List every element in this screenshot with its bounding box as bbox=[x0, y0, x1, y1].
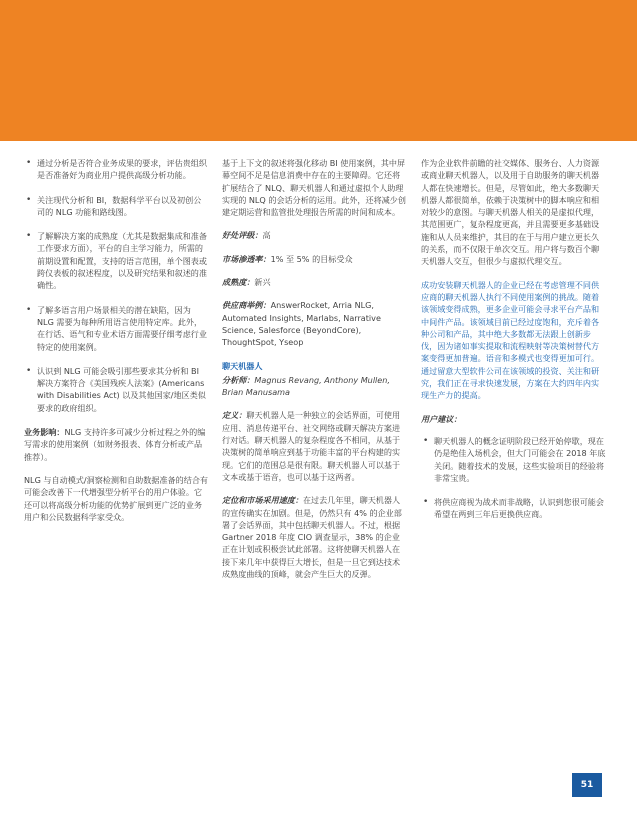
vendors-label: 供应商举例： bbox=[222, 300, 271, 311]
column-1 bbox=[24, 157, 208, 534]
page-number-badge bbox=[572, 773, 602, 797]
list-item: • 了解解决方案的成熟度（尤其是数据集成和准备工作要求方面），平台的自主学习能力，所需的前期设置和配置，支持的语言范围，单个图表或跨仪表板的叙述程度，以及研究结果和叙述的准确性。 bbox=[24, 230, 208, 291]
business-impact-paragraph bbox=[24, 426, 208, 463]
benefit-value: 高 bbox=[262, 230, 271, 241]
list-item: • 通过分析是否符合业务成果的要求，评估贵组织是否准备好为商业用户提供高级分析功能。 bbox=[24, 157, 208, 182]
position-text: 在过去几年里，聊天机器人的宣传确实在加剧。但是，仍然只有 4% 的企业部署了会话界面，其中包括聊天机器人。不过，根据 Gartner 2018 年度 CIO 调查显示，38% 的企业正在计划或积极尝试此部署。这将使聊天机器人在接下来几年中获得巨大增长，但是一旦它到达技术成熟度曲线的顶峰，就会产生巨大的反弹。 bbox=[222, 495, 402, 580]
section-title: 聊天机器人 bbox=[222, 360, 263, 371]
chatbot-overview-paragraph: 作为企业软件前瞻的社交媒体、服务台、人力资源或商业聊天机器人，以及用于自助服务的聊天机器人都在快速增长。但是，尽管如此，绝大多数聊天机器人都很简单，依赖于决策树中的脚本响应和相对较少的意图。与聊天机器人相关的是虚拟代理，其范围更广，复杂程度更高，并且需要更多基础设施和从人员来维护，其目的在于与用户建立更长久的关系，而不仅限于单次交互。用户将与数百个聊天机器人交互，但很少与虚拟代理交互。 bbox=[421, 158, 600, 267]
intro-paragraph: 基于上下文的叙述将强化移动 BI 使用案例，其中屏幕空间不足是信息消费中存在的主要障碍。它还将扩展结合了 NLQ、聊天机器人和通过虚拟个人助理实现的 NLQ 的会话分析的运用。此外，还将减少创建定期运营和监管批处理报告所需的时间和成本。 bbox=[222, 158, 406, 218]
list-item: • 聊天机器人的概念证明阶段已经开始停歇，现在仍是绝佳入场机会，但大门可能会在 2018 年底关闭。随着技术的发展，这些实验项目的经验将非常宝贵。 bbox=[421, 435, 607, 484]
sample-vendors bbox=[222, 299, 406, 348]
chatbot-market-paragraph: 成功安装聊天机器人的企业已经在考虑管理不同供应商的聊天机器人执行不同使用案例的挑战。随着该领域变得成熟，更多企业可能会寻求平台产品和中间件产品。该领域目前已经过度饱和，充斥着各种公司和产品，其中绝大多数都无法跟上创新步伐，因为诸如事实提取和流程映射等决策树替代方案变得更加普遍。语音和多模式也变得更加可行。通过留意大型软件公司在该领域的投资、关注和研究，我们正在寻求快速发展，方案在大约四年内实现生产力的提高。 bbox=[421, 279, 600, 401]
list-item: • 认识到 NLG 可能会吸引那些要求其分析和 BI 解决方案符合《美国残疾人法案》(Americans with Disabilities Act) 以及其他国家/地区类似要求的政府组织。 bbox=[24, 365, 208, 414]
position-paragraph bbox=[222, 494, 406, 580]
maturity-label: 成熟度： bbox=[222, 277, 255, 288]
penetration-value: 1% 至 5% 的目标受众 bbox=[270, 253, 353, 264]
business-impact-label: 业务影响： bbox=[24, 427, 65, 438]
user-advice-label: 用户建议： bbox=[421, 413, 462, 424]
market-penetration bbox=[222, 253, 406, 265]
benefit-label: 好处评级： bbox=[222, 230, 263, 241]
analysts-label: 分析师： bbox=[222, 374, 255, 385]
vendors-value: AnswerRocket, Arria NLG, Automated Insights, Marlabs, Narrative Science, Salesforce (BeyondCore), ThoughtSpot, Yseop bbox=[222, 300, 381, 348]
page-number: 51 bbox=[580, 780, 594, 790]
user-advice-list bbox=[421, 435, 607, 521]
column-3 bbox=[421, 157, 607, 533]
penetration-label: 市场渗透率： bbox=[222, 253, 271, 264]
analysts-value: Magnus Revang, Anthony Mullen, Brian Manusama bbox=[222, 374, 390, 398]
business-impact-text: NLG 支持许多可减少分析过程之外的编写需求的使用案例（如财务报表、体育分析或产品推荐）。 bbox=[24, 427, 206, 462]
header-banner bbox=[0, 0, 637, 141]
benefit-rating bbox=[222, 229, 406, 241]
definition-paragraph bbox=[222, 409, 406, 483]
list-item: • 了解多语言用户场景相关的潜在缺陷，因为 NLG 需要为每种所用语言使用特定库。此外，在行话、语气和专业术语方面需要仔细考虑行业特定的使用案例。 bbox=[24, 304, 208, 353]
nlg-paragraph: NLG 与自动模式/洞察检测和自助数据准备的结合有可能会改善下一代增强型分析平台的用户体验。它还可以将高级分析功能的优势扩展到更广泛的业务用户和公民数据科学家受众。 bbox=[24, 474, 209, 522]
analysts bbox=[222, 374, 406, 399]
maturity bbox=[222, 276, 406, 288]
maturity-value: 新兴 bbox=[254, 277, 271, 288]
list-item: • 将供应商视为战术而非战略，认识到您很可能会希望在两到三年后更换供应商。 bbox=[421, 496, 607, 521]
list-item: • 关注现代分析和 BI，数据科学平台以及初创公司的 NLG 功能和路线图。 bbox=[24, 194, 208, 219]
definition-label: 定义： bbox=[222, 410, 247, 421]
definition-text: 聊天机器人是一种独立的会话界面，可使用应用、消息传递平台、社交网络或聊天解决方案进行对话。聊天机器人的复杂程度各不相同，从基于决策树的简单响应到基于功能丰富的平台构建的实现。它们的范围总是很有限。聊天机器人可以基于文本或基于语音，也可以基于这两者。 bbox=[222, 410, 401, 482]
position-label: 定位和市场采用速度： bbox=[222, 495, 303, 506]
recommendation-list bbox=[24, 157, 208, 414]
column-2 bbox=[222, 157, 406, 591]
